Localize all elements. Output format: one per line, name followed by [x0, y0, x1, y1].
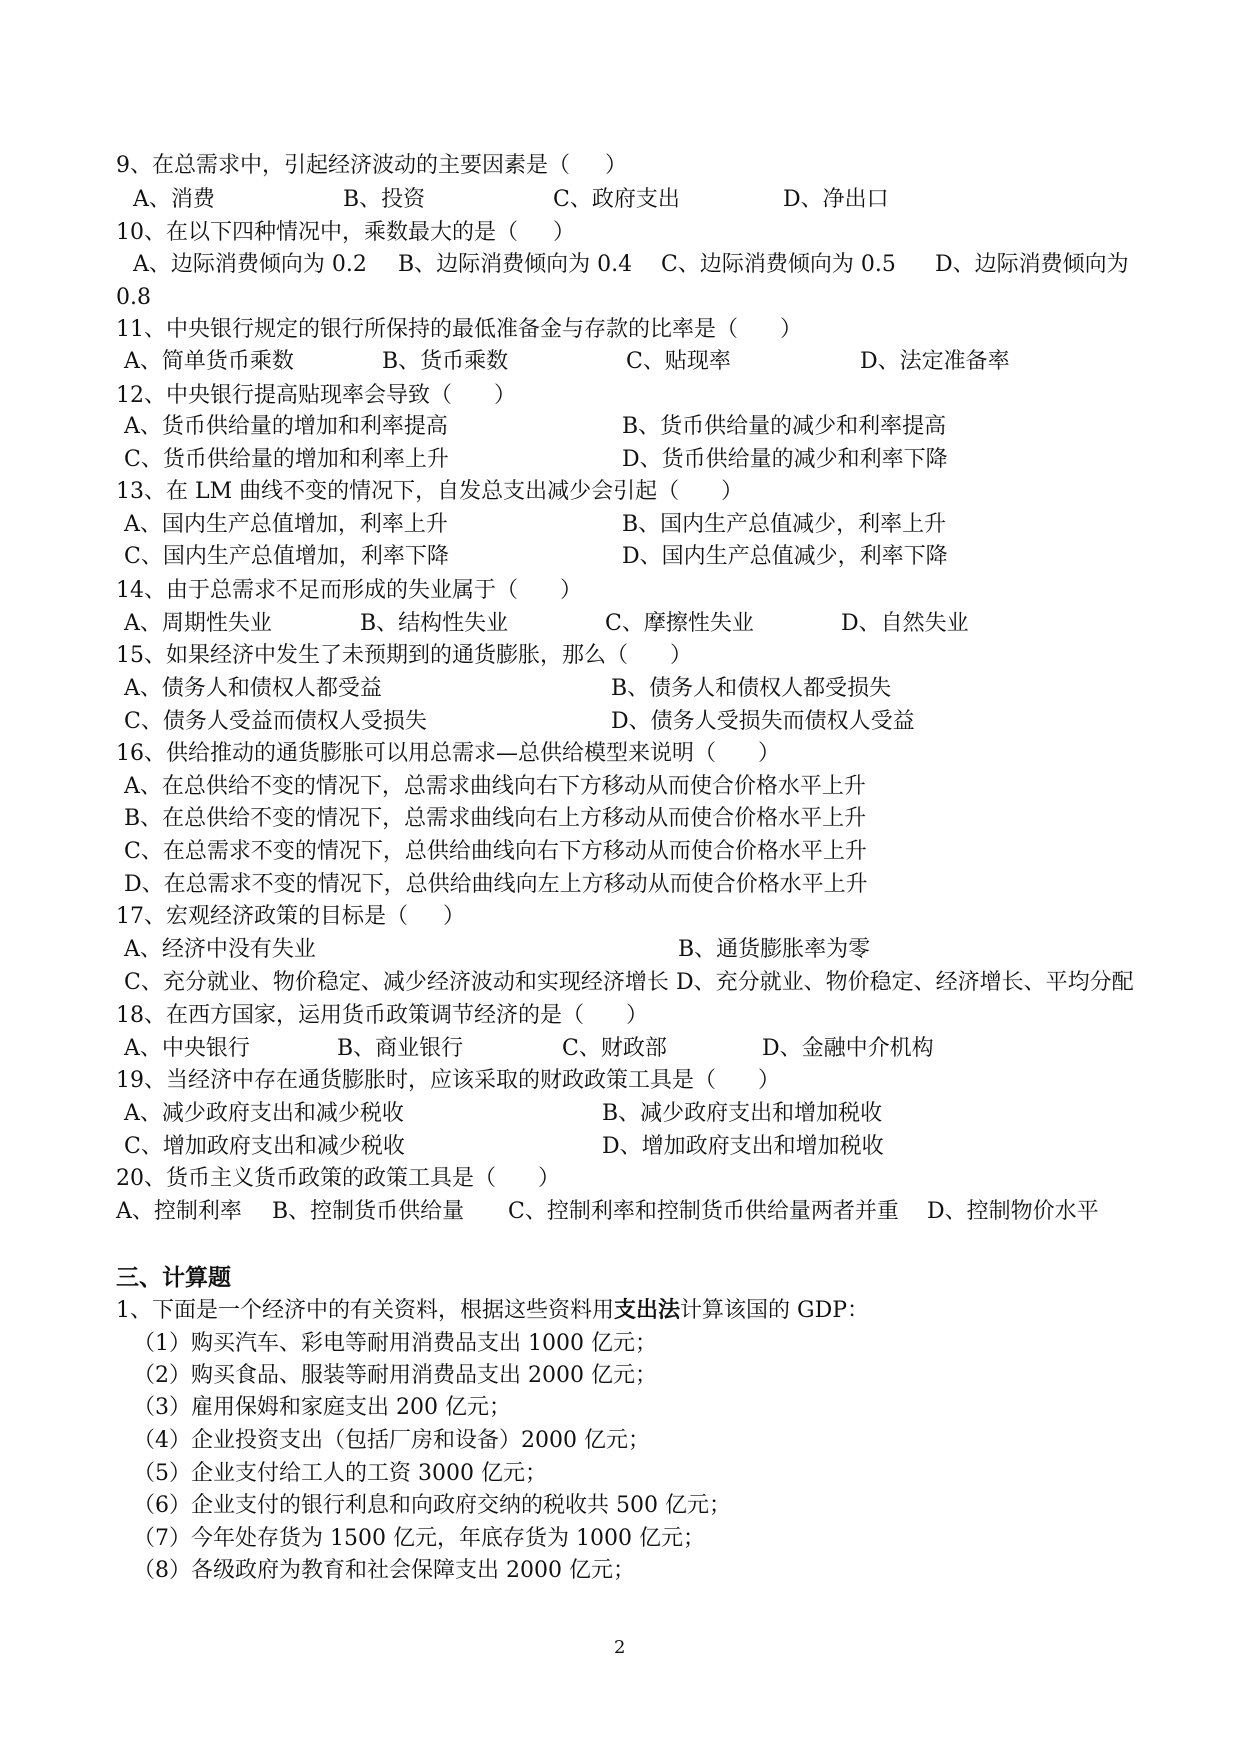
question-16-stem: 16、供给推动的通货膨胀可以用总需求—总供给模型来说明（ ） — [116, 741, 780, 766]
question-16-option-a: A、在总供给不变的情况下，总需求曲线向右下方移动从而使合价格水平上升 — [124, 774, 866, 799]
question-9-stem: 9、在总需求中，引起经济波动的主要因素是（ ） — [116, 153, 627, 178]
problem-1-item-3: （3）雇用保姆和家庭支出 200 亿元； — [133, 1395, 511, 1420]
question-16-option-c: C、在总需求不变的情况下，总供给曲线向右下方移动从而使合价格水平上升 — [124, 839, 867, 864]
question-16-option-d: D、在总需求不变的情况下，总供给曲线向左上方移动从而使合价格水平上升 — [124, 872, 868, 897]
question-19-option-b: B、减少政府支出和增加税收 — [602, 1101, 883, 1126]
question-17-option-c: C、充分就业、物价稳定、减少经济波动和实现经济增长 — [124, 970, 669, 995]
problem-1-method-emphasis: 支出法 — [614, 1298, 681, 1323]
question-12-stem: 12、中央银行提高贴现率会导致（ ） — [116, 383, 516, 408]
question-20-option-c: C、控制利率和控制货币供给量两者并重 — [508, 1199, 899, 1224]
question-19-stem: 19、当经济中存在通货膨胀时，应该采取的财政政策工具是（ ） — [116, 1068, 780, 1093]
question-11-stem: 11、中央银行规定的银行所保持的最低准备金与存款的比率是（ ） — [116, 317, 802, 342]
question-13-option-c: C、国内生产总值增加，利率下降 — [124, 544, 449, 569]
question-19-option-d: D、增加政府支出和增加税收 — [602, 1134, 884, 1159]
question-12-option-b: B、货币供给量的减少和利率提高 — [622, 414, 947, 439]
section-heading: 三、计算题 — [116, 1265, 231, 1291]
question-18-option-b: B、商业银行 — [337, 1036, 464, 1061]
question-20-option-d: D、控制物价水平 — [927, 1199, 1099, 1224]
question-14-option-b: B、结构性失业 — [360, 611, 509, 636]
problem-1-item-4: （4）企业投资支出（包括厂房和设备）2000 亿元； — [133, 1428, 650, 1453]
question-19-option-a: A、减少政府支出和减少税收 — [124, 1101, 404, 1126]
question-15-option-d: D、债务人受损失而债权人受益 — [611, 709, 915, 734]
problem-1-item-6: （6）企业支付的银行利息和向政府交纳的税收共 500 亿元； — [133, 1493, 731, 1518]
question-9-option-a: A、消费 — [133, 187, 215, 212]
problem-1-intro-tail: 计算该国的 GDP： — [680, 1298, 870, 1323]
question-20-stem: 20、货币主义货币政策的政策工具是（ ） — [116, 1166, 560, 1191]
problem-1-item-5: （5）企业支付给工人的工资 3000 亿元； — [133, 1461, 547, 1486]
question-12-option-c: C、货币供给量的增加和利率上升 — [124, 447, 449, 472]
problem-1-intro — [116, 1295, 869, 1327]
question-13-option-a: A、国内生产总值增加，利率上升 — [124, 512, 448, 537]
question-19-option-c: C、增加政府支出和减少税收 — [124, 1134, 405, 1159]
question-13-option-b: B、国内生产总值减少，利率上升 — [622, 512, 947, 537]
problem-1-item-7: （7）今年处存货为 1500 亿元，年底存货为 1000 亿元； — [133, 1526, 705, 1551]
question-15-option-b: B、债务人和债权人都受损失 — [611, 676, 892, 701]
problem-1-item-8: （8）各级政府为教育和社会保障支出 2000 亿元； — [133, 1558, 635, 1583]
question-13-stem: 13、在 LM 曲线不变的情况下，自发总支出减少会引起（ ） — [116, 479, 744, 504]
question-10-option-a: A、边际消费倾向为 0.2 — [133, 252, 367, 277]
question-9-option-d: D、净出口 — [783, 187, 889, 212]
question-9-option-b: B、投资 — [343, 187, 426, 212]
question-9-option-c: C、政府支出 — [553, 187, 680, 212]
question-12-option-d: D、货币供给量的减少和利率下降 — [622, 447, 948, 472]
question-16-option-b: B、在总供给不变的情况下，总需求曲线向右上方移动从而使合价格水平上升 — [124, 806, 867, 831]
question-14-option-a: A、周期性失业 — [124, 611, 272, 636]
question-14-stem: 14、由于总需求不足而形成的失业属于（ ） — [116, 578, 582, 603]
question-15-option-c: C、债务人受益而债权人受损失 — [124, 709, 427, 734]
question-17-option-a: A、经济中没有失业 — [124, 937, 316, 962]
question-14-option-d: D、自然失业 — [841, 611, 969, 636]
question-14-option-c: C、摩擦性失业 — [605, 611, 754, 636]
question-11-option-c: C、贴现率 — [626, 349, 731, 374]
problem-1-item-1: （1）购买汽车、彩电等耐用消费品支出 1000 亿元； — [133, 1331, 657, 1356]
question-18-option-a: A、中央银行 — [124, 1036, 250, 1061]
question-11-option-b: B、货币乘数 — [382, 349, 509, 374]
question-18-option-d: D、金融中介机构 — [762, 1036, 934, 1061]
question-20-option-a: A、控制利率 — [116, 1199, 242, 1224]
question-18-stem: 18、在西方国家，运用货币政策调节经济的是（ ） — [116, 1003, 648, 1028]
question-10-option-d: D、边际消费倾向为 — [935, 252, 1129, 277]
problem-1-item-2: （2）购买食品、服装等耐用消费品支出 2000 亿元； — [133, 1363, 657, 1388]
question-17-option-d: D、充分就业、物价稳定、经济增长、平均分配 — [676, 970, 1134, 995]
question-11-option-d: D、法定准备率 — [860, 349, 1010, 374]
question-17-stem: 17、宏观经济政策的目标是（ ） — [116, 904, 465, 929]
problem-1-intro-text: 1、下面是一个经济中的有关资料，根据这些资料用 — [116, 1298, 614, 1323]
question-15-option-a: A、债务人和债权人都受益 — [124, 676, 382, 701]
page-number: 2 — [614, 1637, 626, 1658]
question-11-option-a: A、简单货币乘数 — [124, 349, 294, 374]
question-13-option-d: D、国内生产总值减少，利率下降 — [622, 544, 948, 569]
question-18-option-c: C、财政部 — [562, 1036, 667, 1061]
question-17-option-b: B、通货膨胀率为零 — [678, 937, 871, 962]
question-10-option-b: B、边际消费倾向为 0.4 — [398, 252, 633, 277]
question-10-option-c: C、边际消费倾向为 0.5 — [661, 252, 896, 277]
question-15-stem: 15、如果经济中发生了未预期到的通货膨胀，那么（ ） — [116, 643, 692, 668]
question-20-option-b: B、控制货币供给量 — [272, 1199, 465, 1224]
question-12-option-a: A、货币供给量的增加和利率提高 — [124, 414, 448, 439]
question-10-option-d-continuation: 0.8 — [116, 285, 151, 310]
question-10-stem: 10、在以下四种情况中，乘数最大的是（ ） — [116, 220, 575, 245]
